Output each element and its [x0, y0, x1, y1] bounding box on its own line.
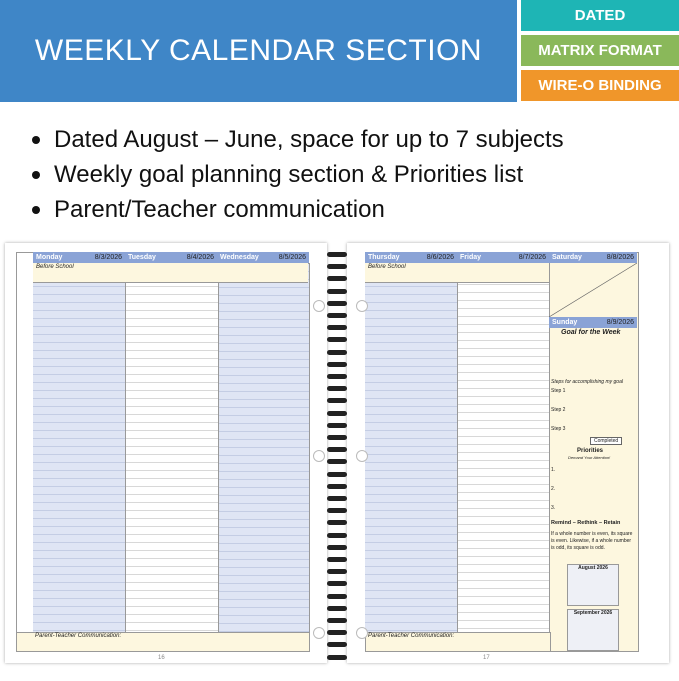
day-header-thursday: Thursday 8/6/2026 [365, 252, 457, 263]
binder-hole [313, 450, 325, 462]
wire-coil [327, 264, 347, 269]
wire-coil [327, 581, 347, 586]
day-header-monday: Monday 8/3/2026 [33, 252, 125, 263]
left-page-number: 16 [158, 655, 165, 661]
wire-coil [327, 496, 347, 501]
feature-item: Weekly goal planning section & Priorities list [28, 157, 564, 192]
left-communication-label: Parent-Teacher Communication: [35, 633, 122, 639]
tag-dated: DATED [521, 0, 679, 31]
priorities-subtitle: Demand Your Attention! [568, 455, 611, 460]
completed-box: Completed [590, 437, 622, 445]
thursday-column [365, 263, 458, 632]
wire-coil [327, 557, 347, 562]
day-header-tuesday: Tuesday 8/4/2026 [125, 252, 217, 263]
banner-title: WEEKLY CALENDAR SECTION [34, 34, 483, 67]
wire-coil [327, 594, 347, 599]
wire-coil [327, 252, 347, 257]
priorities-title: Priorities [577, 448, 604, 454]
wire-coil [327, 411, 347, 416]
priority-2: 2. [551, 486, 556, 492]
before-school-row [33, 263, 308, 283]
tuesday-column [125, 263, 219, 632]
wire-coil [327, 642, 347, 647]
wire-coil [327, 508, 347, 513]
feature-item: Dated August – June, space for up to 7 subjects [28, 122, 564, 157]
day-header-sunday: Sunday 8/9/2026 [549, 317, 637, 328]
wire-coil [327, 447, 347, 452]
wire-coil [327, 569, 347, 574]
wire-coil [327, 484, 347, 489]
wire-coil [327, 301, 347, 306]
feature-list [28, 122, 564, 227]
mini-calendar-september: September 2026 [567, 609, 619, 651]
right-page-number: 17 [483, 655, 490, 661]
right-before-school-label: Before School [368, 264, 406, 270]
wire-coil [327, 630, 347, 635]
wire-coil [327, 606, 347, 611]
steps-title: Steps for accomplishing my goal [551, 379, 623, 385]
remind-text: If a whole number is even, its square is even. Likewise, if a whole number is odd, its square is odd. [551, 531, 633, 551]
wire-coil [327, 337, 347, 342]
wire-coil [327, 362, 347, 367]
remind-title: Remind – Rethink – Retain [551, 520, 621, 526]
wire-coil [327, 325, 347, 330]
goal-title: Goal for the Week [561, 329, 621, 336]
right-communication-label: Parent-Teacher Communication: [368, 633, 455, 639]
binder-hole [356, 300, 368, 312]
step-2-label: Step 2 [551, 407, 566, 413]
binder-hole [313, 627, 325, 639]
day-header-saturday: Saturday 8/8/2026 [549, 252, 637, 263]
monday-column [33, 263, 125, 632]
step-1-label: Step 1 [551, 388, 566, 394]
wire-coil [327, 276, 347, 281]
wire-coil [327, 520, 347, 525]
wire-coil [327, 545, 347, 550]
wire-coil [327, 374, 347, 379]
tag-wire-o-binding: WIRE-O BINDING [521, 70, 679, 101]
wire-coil [327, 350, 347, 355]
binder-hole [313, 300, 325, 312]
wire-coil [327, 459, 347, 464]
wire-coil [327, 289, 347, 294]
day-header-friday: Friday 8/7/2026 [457, 252, 549, 263]
right-planner-page [347, 243, 669, 663]
binder-hole [356, 627, 368, 639]
wire-coil [327, 423, 347, 428]
day-header-wednesday: Wednesday 8/5/2026 [217, 252, 309, 263]
wire-coil [327, 472, 347, 477]
before-school-label: Before School [36, 264, 74, 270]
tag-matrix-format: MATRIX FORMAT [521, 35, 679, 66]
wire-coil [327, 386, 347, 391]
wire-coil [327, 533, 347, 538]
left-planner-page [5, 243, 327, 663]
step-3-label: Step 3 [551, 426, 566, 432]
mini-calendar-august: August 2026 [567, 564, 619, 606]
priority-3: 3. [551, 505, 556, 511]
wire-coil [327, 398, 347, 403]
wire-coil [327, 435, 347, 440]
wire-coil [327, 655, 347, 660]
saturday-diagonal [549, 263, 637, 317]
priority-1: 1. [551, 467, 556, 473]
binder-hole [356, 450, 368, 462]
banner [0, 0, 517, 102]
wire-coil [327, 313, 347, 318]
wire-coil [327, 618, 347, 623]
feature-item: Parent/Teacher communication [28, 192, 564, 227]
